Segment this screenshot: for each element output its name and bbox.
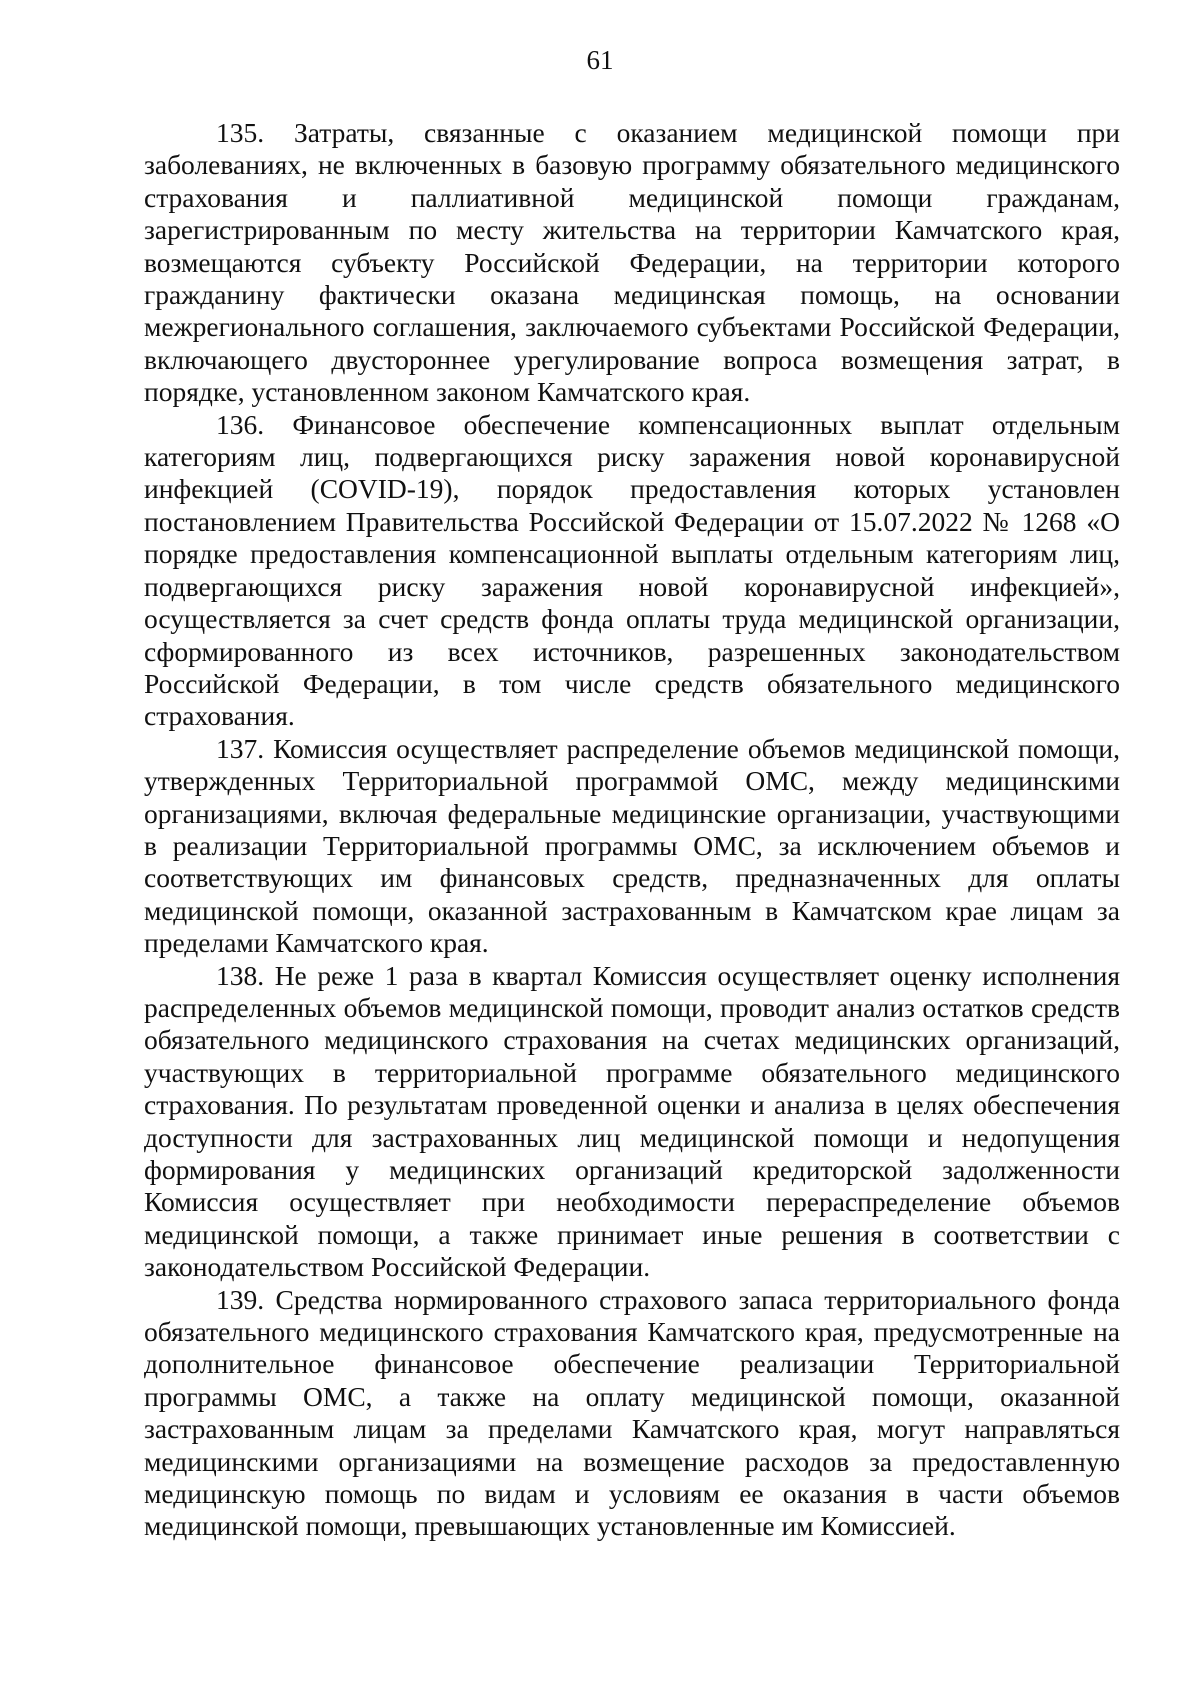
paragraph-136: 136. Финансовое обеспечение компенсационных выплат отдельным категориям лиц, подвергающихся риску заражения новой коронавирусной инфекцией (COVID-19), порядок предоставления которых установлен постановлением Правительства Российской Федерации от 15.07.2022 № 1268 «О порядке предоставления компенсационной выплаты отдельным категориям лиц, подвергающихся риску заражения новой коронавирусной инфекцией», осуществляется за счет средств фонда оплаты труда медицинской организации, сформированного из всех источников, разрешенных законодательством Российской Федерации, в том числе средств обязательного медицинского страхования. [144,408,1120,732]
paragraph-139: 139. Средства нормированного страхового запаса территориального фонда обязательного медицинского страхования Камчатского края, предусмотренные на дополнительное финансовое обеспечение реализации Территориальной программы ОМС, а также на оплату медицинской помощи, оказанной застрахованным лицам за пределами Камчатского края, могут направляться медицинскими организациями на возмещение расходов за предоставленную медицинскую помощь по видам и условиям ее оказания в части объемов медицинской помощи, превышающих установленные им Комиссией. [144,1283,1120,1542]
paragraph-138: 138. Не реже 1 раза в квартал Комиссия осуществляет оценку исполнения распределенных объемов медицинской помощи, проводит анализ остатков средств обязательного медицинского страхования на счетах медицинских организаций, участвующих в территориальной программе обязательного медицинского страхования. По результатам проведенной оценки и анализа в целях обеспечения доступности для застрахованных лиц медицинской помощи и недопущения формирования у медицинских организаций кредиторской задолженности Комиссия осуществляет при необходимости перераспределение объемов медицинской помощи, а также принимает иные решения в соответствии с законодательством Российской Федерации. [144,959,1120,1283]
document-body [144,117,1120,1543]
paragraph-137: 137. Комиссия осуществляет распределение объемов медицинской помощи, утвержденных Территориальной программой ОМС, между медицинскими организациями, включая федеральные медицинские организации, участвующими в реализации Территориальной программы ОМС, за исключением объемов и соответствующих им финансовых средств, предназначенных для оплаты медицинской помощи, оказанной застрахованным в Камчатском крае лицам за пределами Камчатского края. [144,732,1120,959]
paragraph-135: 135. Затраты, связанные с оказанием медицинской помощи при заболеваниях, не включенных в базовую программу обязательного медицинского страхования и паллиативной медицинской помощи гражданам, зарегистрированным по месту жительства на территории Камчатского края, возмещаются субъекту Российской Федерации, на территории которого гражданину фактически оказана медицинская помощь, на основании межрегионального соглашения, заключаемого субъектами Российской Федерации, включающего двустороннее урегулирование вопроса возмещения затрат, в порядке, установленном законом Камчатского края. [144,117,1120,408]
page-number: 61 [586,45,614,75]
